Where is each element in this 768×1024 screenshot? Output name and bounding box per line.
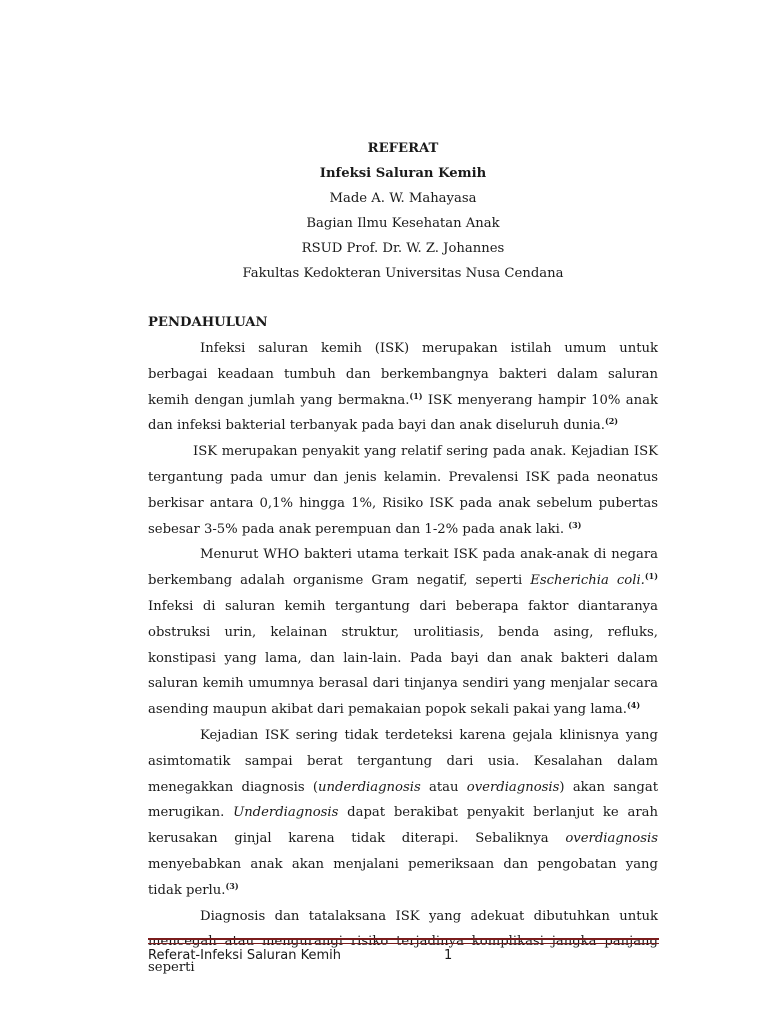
paragraph-1-text-a: Infeksi saluran kemih (ISK) merupakan istilah umum untuk berbagai keadaan tumbuh dan berkembangnya bakteri dalam saluran kemih dengan jumlah yang bermakna.	[148, 341, 658, 408]
paragraph-4	[148, 723, 658, 904]
paragraph-5-text-a: Diagnosis dan tatalaksana ISK yang adekuat dibutuhkan untuk mencegah atau mengurangi risiko terjadinya komplikasi jangka panjang seperti	[148, 908, 658, 976]
paragraph-4-text-b: atau	[420, 779, 467, 795]
reference-marker: (1)	[409, 390, 423, 401]
paragraph-4-text-e: menyebabkan anak akan menjalani pemeriksaan dan pengobatan yang tidak perlu.	[148, 856, 658, 898]
paragraph-3-text-b: Infeksi di saluran kemih tergantung dari beberapa faktor diantaranya obstruksi urin, kelainan struktur, urolitiasis, benda asing, refluks, konstipasi yang lama, dan lain-lain. Pada bayi dan anak bakteri dalam saluran kemih umumnya berasal dari tinjanya sendiri yang menjalar secara asending maupun akibat dari pemakaian popok sekali pakai yang lama.	[148, 598, 658, 718]
department-name: Bagian Ilmu Kesehatan Anak	[306, 216, 500, 231]
author-name: Made A. W. Mahayasa	[329, 191, 477, 206]
footer-title: Referat-Infeksi Saluran Kemih	[148, 948, 341, 963]
italic-term: overdiagnosis	[466, 779, 560, 795]
paragraph-1-text-b: ISK menyerang hampir 10% anak dan infeksi bakterial terbanyak pada bayi dan anak diseluruh dunia.	[148, 392, 658, 434]
paragraph-4-text-a: Kejadian ISK sering tidak terdeteksi karena gejala klinisnya yang asimtomatik sampai berat tergantung dari usia. Kesalahan dalam menegakkan diagnosis (	[148, 727, 658, 795]
species-name: Escherichia coli.	[530, 573, 645, 589]
title-block	[148, 136, 658, 286]
reference-marker: (2)	[604, 416, 619, 427]
paragraph-1	[148, 336, 658, 439]
faculty-name: Fakultas Kedokteran Universitas Nusa Cendana	[242, 266, 564, 281]
reference-marker: (3)	[568, 519, 582, 530]
body-text	[148, 336, 658, 981]
reference-marker: (1)	[644, 571, 659, 582]
reference-marker: (4)	[626, 700, 641, 711]
italic-term: overdiagnosis	[565, 831, 658, 847]
paragraph-4-text-c: ) akan sangat merugikan.	[148, 779, 659, 821]
italic-term: Underdiagnosis	[233, 805, 339, 821]
hospital-name: RSUD Prof. Dr. W. Z. Johannes	[301, 241, 505, 256]
paragraph-3-text-a: Menurut WHO bakteri utama terkait ISK pada anak-anak di negara berkembang adalah organisme Gram negatif, seperti	[148, 547, 658, 589]
reference-marker: (3)	[225, 880, 239, 891]
italic-term: underdiagnosis	[318, 779, 421, 795]
paragraph-2-text-a: ISK merupakan penyakit yang relatif sering pada anak. Kejadian ISK tergantung pada umur dan jenis kelamin. Prevalensi ISK pada neonatus berkisar antara 0,1% hingga 1%, Risiko ISK pada anak sebelum pubertas sebesar 3-5% pada anak perempuan dan 1-2% pada anak laki.	[148, 444, 658, 537]
document-subtitle: Infeksi Saluran Kemih	[319, 166, 487, 181]
paragraph-4-text-d: dapat berakibat penyakit berlanjut ke arah kerusakan ginjal karena tidak diterapi. Sebaliknya	[148, 805, 658, 847]
section-heading: PENDAHULUAN	[148, 315, 268, 330]
page-number: 1	[444, 948, 453, 963]
footer-divider	[148, 938, 659, 944]
paragraph-3	[148, 542, 658, 723]
document-title: REFERAT	[367, 141, 439, 156]
paragraph-2	[148, 439, 658, 542]
